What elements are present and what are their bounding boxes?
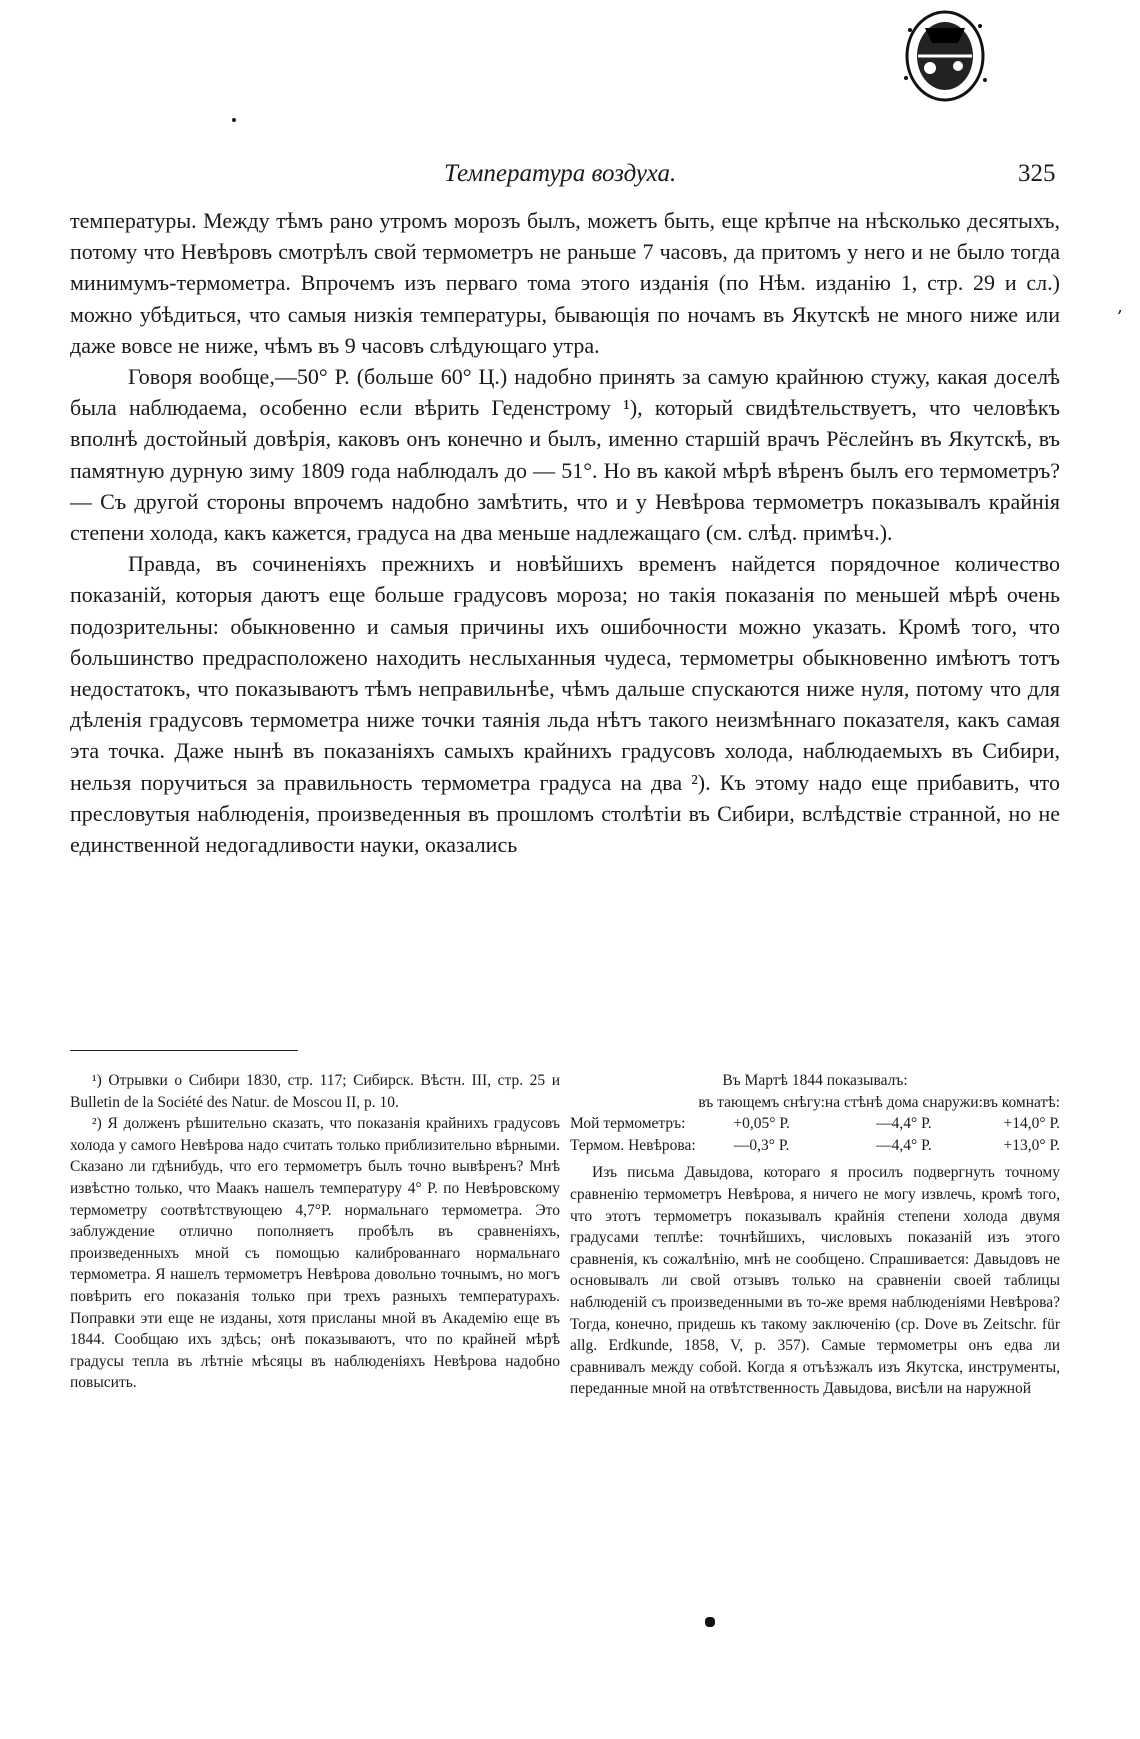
table-header	[570, 1092, 698, 1114]
footnote-rule	[70, 1050, 298, 1051]
paragraph-3: Правда, въ сочиненіяхъ прежнихъ и новѣйшихъ временъ найдется порядочное количество показаній, которыя даютъ еще больше градусовъ мороза; но такія показанія по меньшей мѣрѣ очень подозрительны: обыкновенно и самыя причины ихъ ошибочности можно указать. Кромѣ того, что большинство предрасположено находить неслыханныя чудеса, термометры обыкновенно имѣютъ тотъ недостатокъ, что показываютъ тѣмъ неправильнѣе, чѣмъ дальше спускаются ниже нуля, потому что для дѣленія градусовъ термометра ниже точки таянія льда нѣтъ такого неизмѣннаго показателя, какъ самая эта точка. Даже нынѣ въ показаніяхъ самыхъ крайнихъ градусовъ холода, наблюдаемыхъ въ Сибири, нельзя поручиться за правильность термометра градуса на два ²). Къ этому надо еще прибавить, что пресловутыя наблюденія, произведенныя въ прошломъ столѣтіи въ Сибири, вслѣдствіе странной, но не единственной недогадливости науки, оказались	[70, 551, 1060, 858]
running-title: Температура воздуха.	[444, 160, 677, 187]
thermometer-table	[570, 1092, 1060, 1157]
footnotes-right-column	[570, 1070, 1060, 1400]
ink-spot	[705, 1617, 715, 1627]
table-cell: +0,05° Р.	[733, 1115, 790, 1133]
table-cell: Термом. Невѣрова:	[570, 1136, 696, 1154]
table-row	[570, 1135, 1060, 1157]
table-cell: +13,0° Р.	[1003, 1136, 1060, 1154]
page-number: 325	[1018, 160, 1056, 187]
main-text	[70, 205, 1060, 860]
footnote-1: ¹) Отрывки о Сибири 1830, стр. 117; Сибирск. Вѣстн. III, стр. 25 и Bulletin de la Société des Natur. de Moscou II, p. 10.	[70, 1072, 560, 1111]
table-cell: —4,4° Р.	[876, 1136, 932, 1154]
table-header: на стѣнѣ дома снаружи:	[824, 1093, 983, 1111]
margin-mark: ‚	[1117, 296, 1123, 317]
table-header: въ тающемъ снѣгу:	[698, 1093, 825, 1111]
paragraph-1: температуры. Между тѣмъ рано утромъ морозъ былъ, можетъ быть, еще крѣпче на нѣсколько десятыхъ, потому что Невѣровъ смотрѣлъ свой термометръ не раньше 7 часовъ, да притомъ у него и не было тогда минимумъ-термометра. Впрочемъ изъ перваго тома этого изданія (по Нѣм. изданію 1, стр. 29 и сл.) можно убѣдиться, что самыя низкія температуры, бывающія по ночамъ въ Якутскѣ не много ниже или даже вовсе не ниже, чѣмъ въ 9 часовъ слѣдующаго утра.	[70, 208, 1060, 358]
table-header-row	[570, 1092, 1060, 1114]
table-cell: —0,3° Р.	[733, 1136, 790, 1154]
footnotes-left-column	[70, 1070, 560, 1394]
library-stamp	[830, 8, 1050, 118]
table-row	[570, 1113, 1060, 1135]
table-cell: Мой термометръ:	[570, 1115, 686, 1133]
footnote-2: ²) Я долженъ рѣшительно сказать, что показанія крайнихъ градусовъ холода у самого Невѣрова надо считать только приблизительно вѣрными. Сказано ли гдѣнибудь, что его термометръ былъ точно вывѣренъ? Мнѣ извѣстно только, что Маакъ нашелъ температуру 4° Р. по Невѣровскому термометру соотвѣтствующею 4,7°Р. нормальнаго термометра. Это заблуждение отлично пополняетъ пробѣлъ въ сравненіяхъ, произведенныхъ мной съ помощью калиброваннаго нормальнаго термометра. Я нашелъ термометръ Невѣрова довольно точнымъ, но могъ повѣрить его показанія только при трехъ разныхъ температурахъ. Поправки эти еще не изданы, хотя присланы мной въ Академію еще въ 1844. Сообщаю ихъ здѣсь; онѣ показываютъ, что по крайней мѣрѣ градусы тепла въ лѣтніе мѣсяцы въ наблюденіяхъ Невѣрова надобно повысить.	[70, 1115, 560, 1392]
paragraph-2: Говоря вообще,—50° Р. (больше 60° Ц.) надобно принять за самую крайнюю стужу, какая доселѣ была наблюдаема, особенно если вѣрить Геденстрому ¹), который свидѣтельствуетъ, что человѣкъ вполнѣ достойный довѣрія, каковъ онъ конечно и былъ, именно старшій врачъ Рёслейнъ въ Якутскѣ, въ памятную дурную зиму 1809 года наблюдалъ до — 51°. Но въ какой мѣрѣ вѣренъ былъ его термометръ? — Съ другой стороны впрочемъ надобно замѣтить, что и у Невѣрова термометръ показывалъ крайнія степени холода, какъ кажется, градуса на два меньше надлежащаго (см. слѣд. примѣч.).	[70, 364, 1060, 546]
footnote-letter: Изъ письма Давыдова, котораго я просилъ подвергнуть точному сравненію термометръ Невѣрова, я ничего не могу извлечь, кромѣ того, что этотъ термометръ показывалъ крайнія степени холода двумя градусами теплѣе: точнѣйшихъ, числовыхъ показаній изъ этого сравненія, къ сожалѣнію, мнѣ не сообщено. Спрашивается: Давыдовъ не основывалъ ли свой отзывъ только на сравненіи своей таблицы наблюденій съ произведенными въ то-же время наблюденіями Невѣрова? Тогда, конечно, придешь къ такому заключенію (ср. Dove въ Zeitschr. für allg. Erdkunde, 1858, V, p. 357). Самые термометры онъ едва ли сравнивалъ между собой. Когда я отъѣзжалъ изъ Якутска, инструменты, переданные мной на отвѣтственность Давыдова, висѣли на наружной	[570, 1164, 1060, 1398]
table-header: въ комнатѣ:	[982, 1093, 1060, 1111]
table-cell: +14,0° Р.	[1003, 1115, 1060, 1133]
table-cell: —4,4° Р.	[876, 1115, 932, 1133]
ink-dot	[232, 118, 236, 122]
table-caption: Въ Мартѣ 1844 показывалъ:	[722, 1072, 908, 1089]
